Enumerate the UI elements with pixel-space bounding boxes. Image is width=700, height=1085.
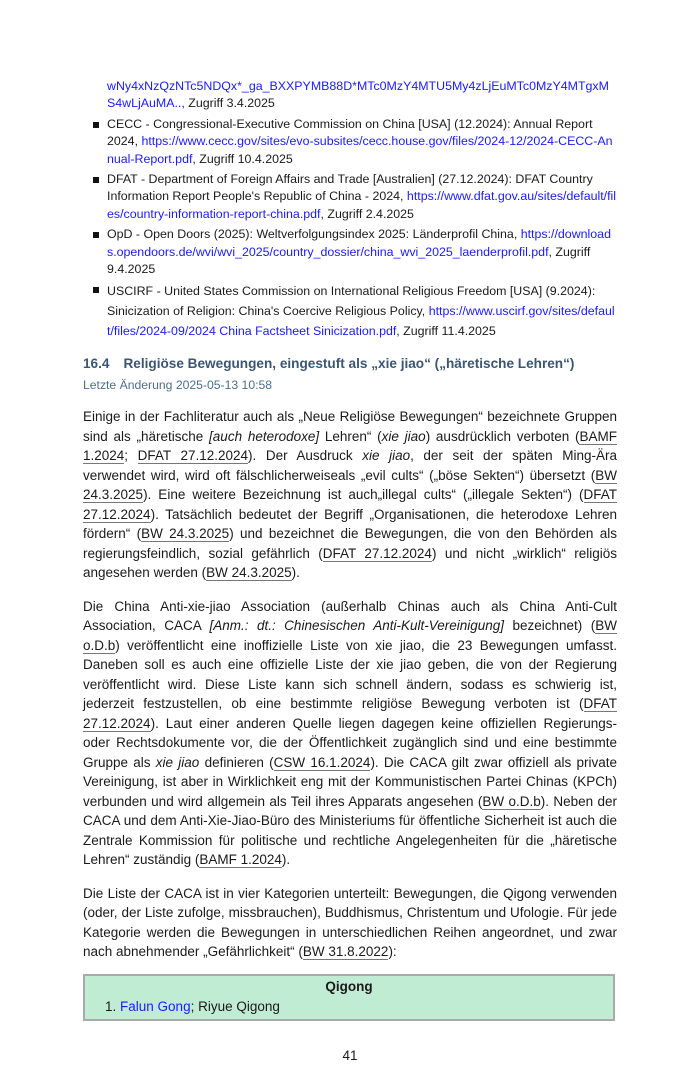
text: ). Laut einer anderen Quelle liegen dagegen keine offiziellen Regierungs- oder Rechtsdokumente vor, die der Öffentlichkeit zugänglich sind und eine bestimmte Gruppe als <box>83 715 617 770</box>
paragraph-1 <box>83 407 617 583</box>
reference-list <box>83 78 617 341</box>
text: , Zugriff 2.4.2025 <box>320 206 414 221</box>
paragraph-2 <box>83 597 617 870</box>
url-link[interactable]: wNy4xNzQzNTc5NDQx*_ga_BXXPYMB88D*MTc0MzY4MTU5My4zLjEuMTc0MzY4MTgxMS4wLjAuMA.. <box>107 79 609 111</box>
section-heading <box>83 355 617 373</box>
falun-gong-link[interactable]: Falun Gong <box>120 998 191 1014</box>
reference-item <box>83 78 617 113</box>
citation-link[interactable]: BW o.D.b <box>482 793 541 809</box>
page-number: 41 <box>342 1047 358 1063</box>
reference-item <box>83 171 617 223</box>
text: OpD - Open Doors (2025): Weltverfolgungsindex 2025: Länderprofil China, <box>107 227 521 242</box>
reference-item <box>83 116 617 168</box>
citation-link[interactable]: DFAT 27.12.2024 <box>83 696 617 731</box>
text: definieren ( <box>199 754 274 770</box>
text: Die China Anti-xie-jiao Association (außerhalb Chinas auch als China Anti-Cult Association, CACA <box>83 598 617 634</box>
text: , Zugriff 10.4.2025 <box>192 151 293 166</box>
text: ) und nicht „wirklich“ religiös angesehen werden ( <box>83 545 617 581</box>
citation-link[interactable]: DFAT 27.12.2024 <box>137 448 249 464</box>
text: ). Eine weitere Bezeichnung ist auch„illegal cults“ („illegale Sekten“) ( <box>143 487 584 503</box>
italic-text: xie jiao <box>155 754 200 770</box>
bullet-icon <box>93 177 99 183</box>
text: , der seit der späten Ming-Ära verwendet wird, wird oft fälschlicherweiseals „evil cults“ („böse Sekten“) übersetzt ( <box>83 448 617 483</box>
text: ). Die CACA gilt zwar offiziell als private Vereinigung, ist aber in Wirklichkeit eng mit der Kommunistischen Partei Chinas (KPCh) verbunden und wird allgemein als Teil ihres Apparats angesehen ( <box>83 754 617 809</box>
citation-link[interactable]: BW 24.3.2025 <box>83 467 617 503</box>
text: bezeichnet) ( <box>504 618 596 634</box>
text: Die Liste der CACA ist in vier Kategorien unterteilt: Bewegungen, die Qigong verwenden (oder, der Liste zufolge, missbrauchen), Buddhismus, Christentum und Ufologie. Für jede Kategorie werden die Bewegungen in unterschiedlichen Reihen angeordnet, und zwar nach abnehmender „Gefährlichkeit“ ( <box>83 885 617 960</box>
citation-link[interactable]: BAMF 1.2024 <box>199 852 282 868</box>
text: USCIRF - United States Commission on International Religious Freedom [USA] (9.2024): Sinicization of Religion: China's Coercive Religious Policy, <box>107 284 596 319</box>
citation-link[interactable]: BW 24.3.2025 <box>206 565 292 581</box>
text: , Zugriff 11.4.2025 <box>396 324 496 339</box>
text: DFAT - Department of Foreign Affairs and Trade [Australien] (27.12.2024): DFAT Country Information Report People's Republic of China - 2024, <box>107 172 593 204</box>
text: ): <box>388 944 397 960</box>
url-link[interactable]: https://www.dfat.gov.au/sites/default/files/country-information-report-china.pdf <box>107 189 617 221</box>
text: ). Neben der CACA und dem Anti-Xie-Jiao-Büro des Ministeriums für öffentliche Sicherheit ist auch die Zentrale Kommission für politische und rechtliche Angelegenheiten für die „häretische Lehren“ zuständig ( <box>83 793 617 868</box>
italic-text: xie jiao <box>381 428 426 444</box>
row-text: ; Riyue Qigong <box>190 998 280 1014</box>
paragraph-3 <box>83 884 617 962</box>
italic-text: [Anm.: dt.: Chinesischen Anti-Kult-Vereinigung] <box>209 618 505 634</box>
text: CECC - Congressional-Executive Commission on China [USA] (12.2024): Annual Report 2024, <box>107 116 593 149</box>
row-number: 1. <box>105 998 117 1014</box>
citation-link[interactable]: BW 31.8.2022 <box>302 944 389 960</box>
text: Lehren“ ( <box>319 428 382 444</box>
citation-link[interactable]: BAMF 1.2024 <box>83 428 617 464</box>
text: , Zugriff 3.4.2025 <box>181 96 275 111</box>
last-modified: Letzte Änderung 2025-05-13 10:58 <box>83 378 273 393</box>
table-header: Qigong <box>325 978 373 994</box>
bullet-icon <box>93 122 99 128</box>
text: Einige in der Fachliteratur auch als „Neue Religiöse Bewegungen“ bezeichnete Gruppen sind als „häretische <box>83 409 617 444</box>
text: ). <box>291 565 300 581</box>
text: ). Tatsächlich bedeutet der Begriff „Organisationen, die heterodoxe Lehren fördern“ ( <box>83 506 617 542</box>
section-title: Religiöse Bewegungen, eingestuft als „xie jiao“ („häretische Lehren“) <box>123 356 575 372</box>
qigong-table <box>83 974 615 1021</box>
citation-link[interactable]: DFAT 27.12.2024 <box>322 545 432 561</box>
italic-text: [auch heterodoxe] <box>209 428 320 444</box>
text: ). Der Ausdruck <box>248 448 363 464</box>
text: , Zugriff 9.4.2025 <box>107 244 591 277</box>
url-link[interactable]: https://downloads.opendoors.de/wvi/wvi_2025/country_dossier/china_wvi_2025_laenderprofil.pdf <box>107 227 611 259</box>
citation-link[interactable]: BW o.D.b <box>83 618 618 653</box>
text: ). <box>281 852 291 868</box>
url-link[interactable]: https://www.cecc.gov/sites/evo-subsites/cecc.house.gov/files/2024-12/2024-CECC-Annual-Report.pdf <box>107 134 613 166</box>
citation-link[interactable]: CSW 16.1.2024 <box>273 754 371 770</box>
reference-item <box>83 226 617 278</box>
citation-link[interactable]: BW 24.3.2025 <box>141 526 230 542</box>
text: ; <box>124 448 138 464</box>
citation-link[interactable]: DFAT 27.12.2024 <box>83 487 617 522</box>
table-row <box>105 998 613 1016</box>
url-link[interactable]: https://www.uscirf.gov/sites/default/files/2024-09/2024 China Factsheet Sinicization.pdf <box>107 304 615 339</box>
bullet-icon <box>93 287 99 293</box>
section-number: 16.4 <box>83 356 110 372</box>
bullet-icon <box>93 232 99 238</box>
text: ) veröffentlicht eine inoffizielle Liste von xie jiao, die 23 Bewegungen umfasst. Daneben soll es auch eine offizielle Liste der xie jiao geben, die von der Regierung veröffentlicht wird. Diese Liste kann sich schnell ändern, sodass es schwierig ist, jederzeit festzustellen, ob eine bestimmte religiöse Bewegung verboten ist ( <box>83 637 617 712</box>
text: ) und bezeichnet die Bewegungen, die von den Behörden als regierungsfeindlich, sozial gefährlich ( <box>83 526 617 561</box>
text: ) ausdrücklich verboten ( <box>425 428 580 444</box>
italic-text: xie jiao <box>362 448 411 464</box>
reference-item <box>83 281 617 341</box>
